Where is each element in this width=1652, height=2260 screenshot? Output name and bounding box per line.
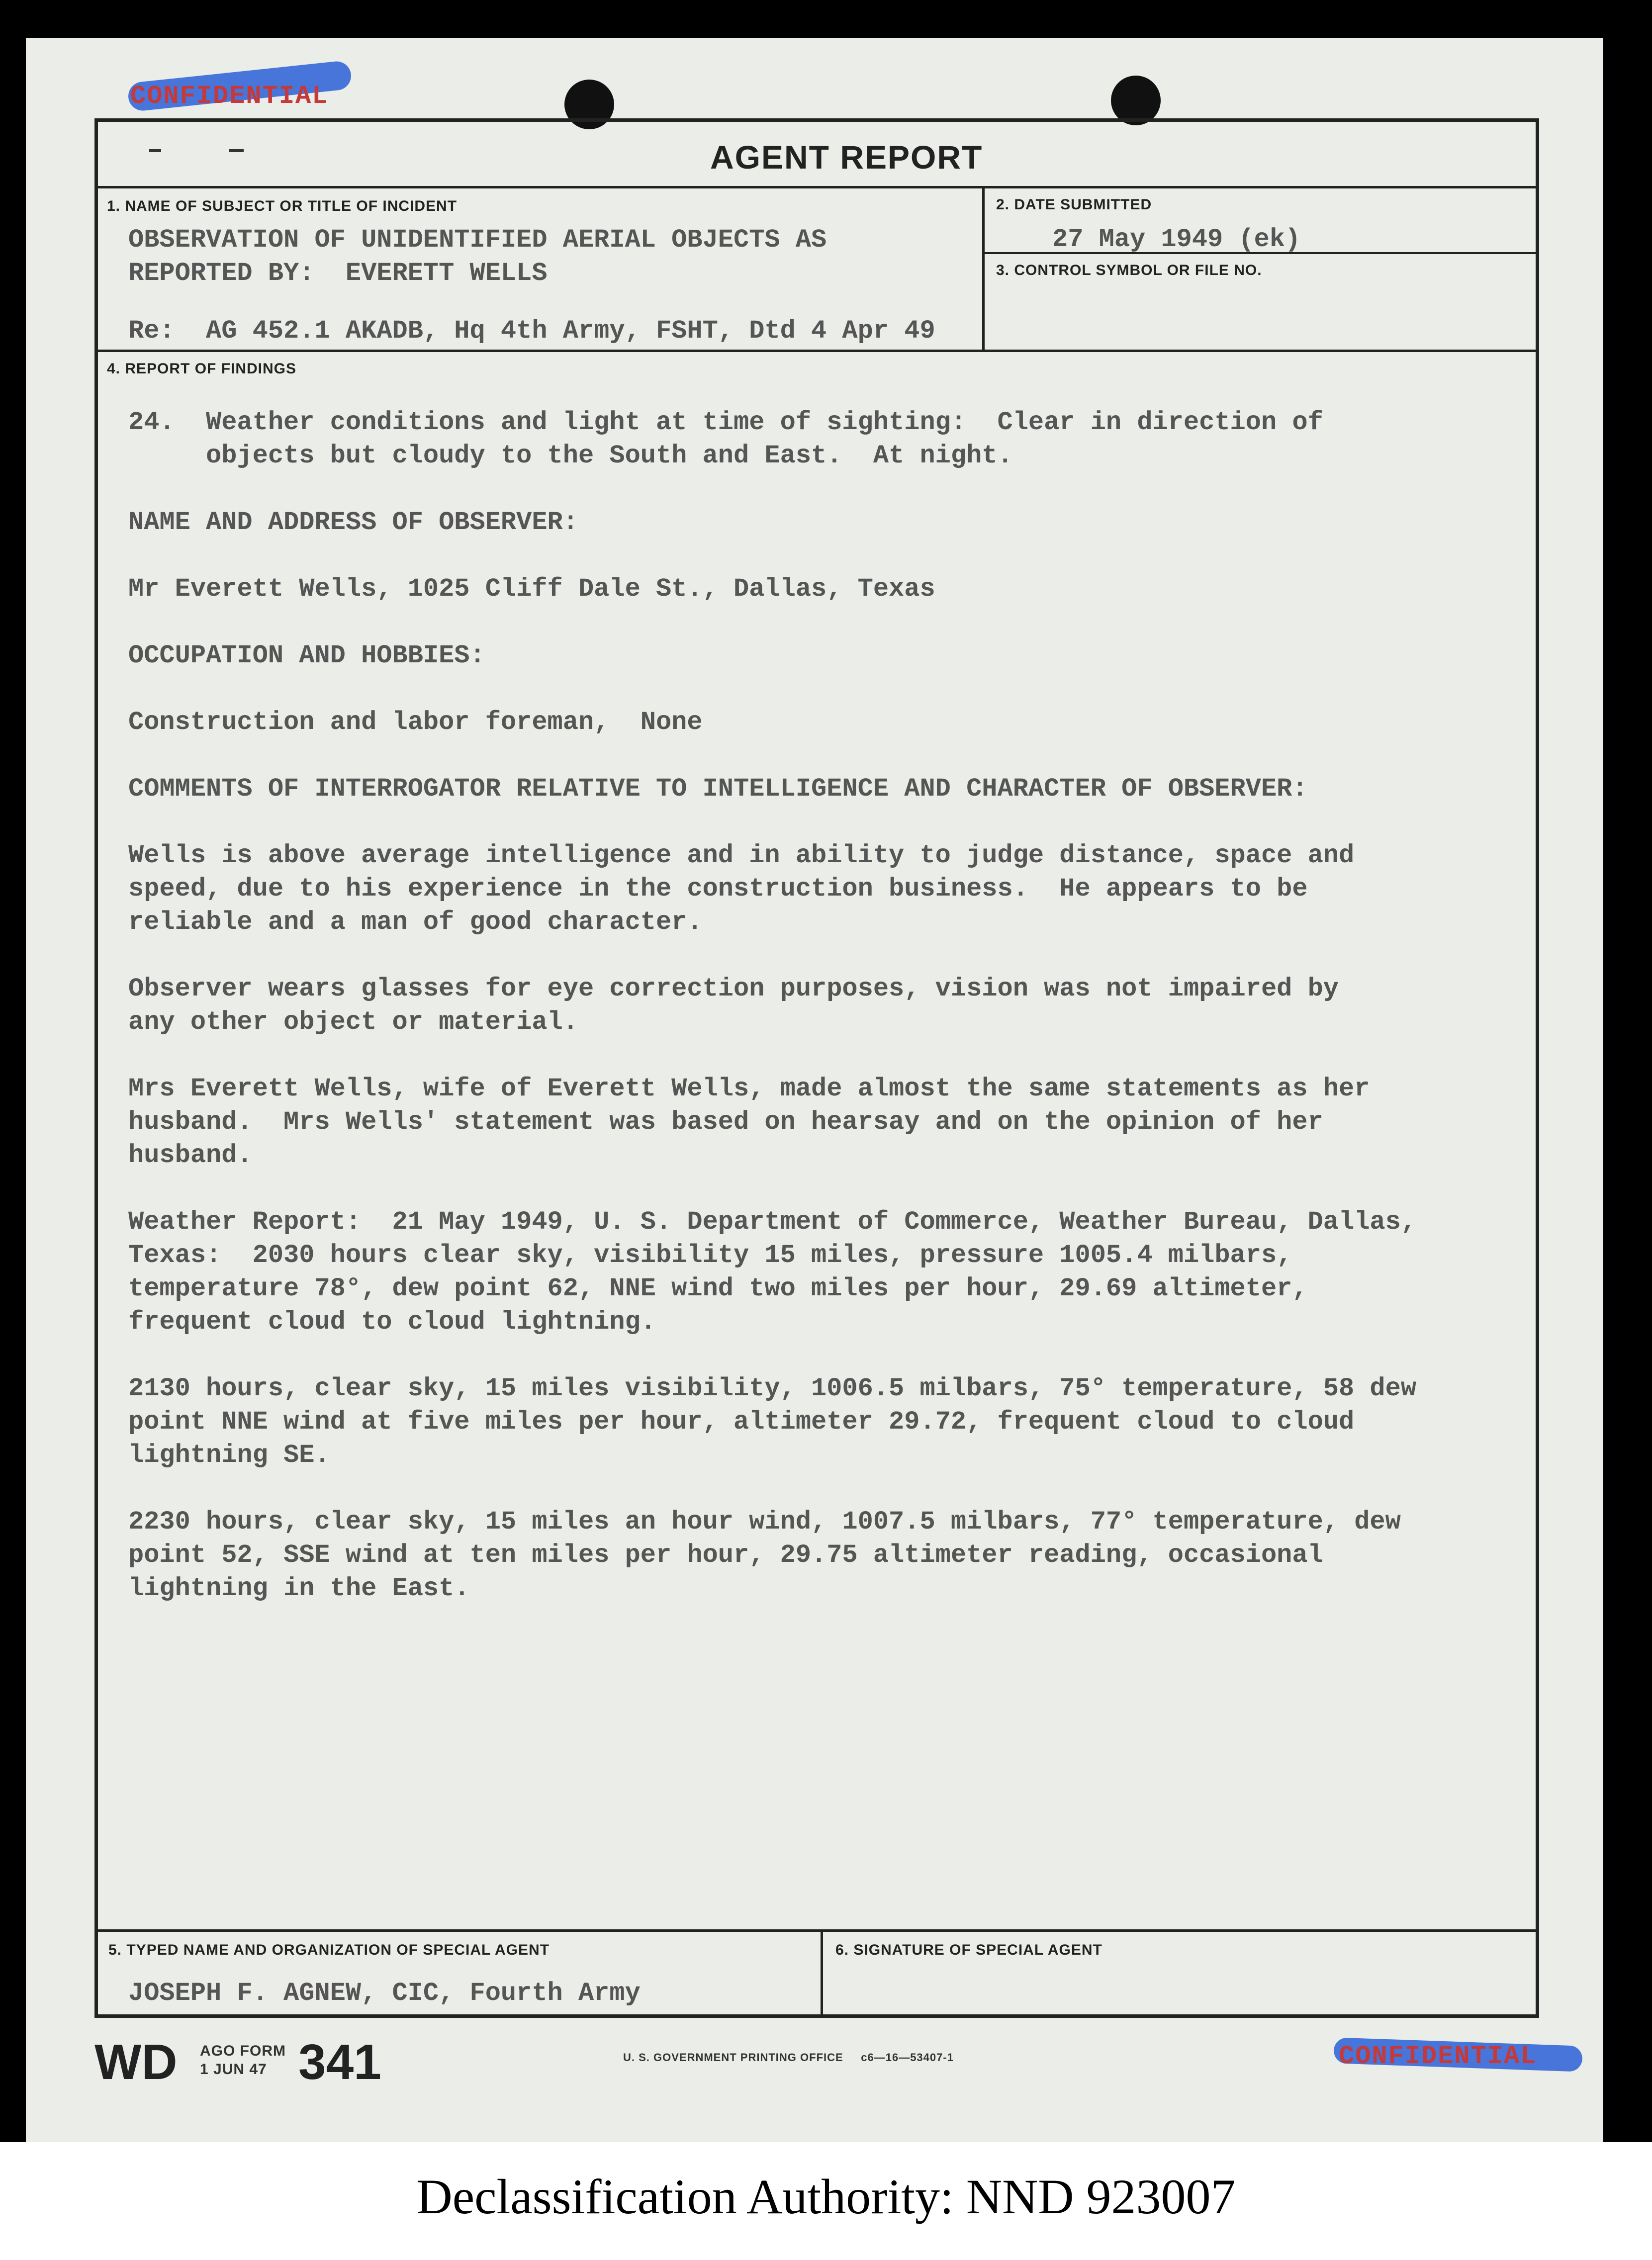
punch-hole-right bbox=[1111, 76, 1161, 125]
findings-line: speed, due to his experience in the construction business. He appears to be bbox=[128, 874, 1308, 904]
findings-line: Texas: 2030 hours clear sky, visibility 15 miles, pressure 1005.4 milbars, bbox=[128, 1241, 1292, 1270]
findings-line: any other object or material. bbox=[128, 1007, 578, 1037]
agent-name-label: 5. TYPED NAME AND ORGANIZATION OF SPECIAL AGENT bbox=[108, 1942, 550, 1958]
date-label: 2. DATE SUBMITTED bbox=[996, 196, 1152, 213]
agent-name-value: JOSEPH F. AGNEW, CIC, Fourth Army bbox=[128, 1979, 641, 2008]
findings-line: Mrs Everett Wells, wife of Everett Wells, made almost the same statements as her bbox=[128, 1074, 1370, 1103]
confidential-stamp-top: CONFIDENTIAL bbox=[130, 82, 329, 111]
subject-line: OBSERVATION OF UNIDENTIFIED AERIAL OBJECTS AS bbox=[128, 225, 827, 255]
form-frame bbox=[94, 118, 1539, 2018]
findings-line: husband. bbox=[128, 1141, 253, 1170]
findings-line: 24. Weather conditions and light at time of sighting: Clear in direction of bbox=[128, 408, 1323, 437]
findings-line: COMMENTS OF INTERROGATOR RELATIVE TO INTELLIGENCE AND CHARACTER OF OBSERVER: bbox=[128, 774, 1308, 804]
subject-reference: Re: AG 452.1 AKADB, Hq 4th Army, FSHT, Dtd 4 Apr 49 bbox=[128, 316, 935, 346]
form-number: 341 bbox=[298, 2034, 381, 2090]
form-title: AGENT REPORT bbox=[710, 139, 983, 176]
findings-line: temperature 78°, dew point 62, NNE wind two miles per hour, 29.69 altimeter, bbox=[128, 1274, 1308, 1303]
tick-mark bbox=[149, 149, 161, 152]
findings-line: Wells is above average intelligence and in ability to judge distance, space and bbox=[128, 841, 1355, 870]
findings-line: reliable and a man of good character. bbox=[128, 907, 703, 937]
findings-line: Weather Report: 21 May 1949, U. S. Department of Commerce, Weather Bureau, Dallas, bbox=[128, 1207, 1417, 1237]
findings-line: point 52, SSE wind at ten miles per hour, 29.75 altimeter reading, occasional bbox=[128, 1540, 1323, 1570]
findings-line: Mr Everett Wells, 1025 Cliff Dale St., Dallas, Texas bbox=[128, 574, 935, 604]
findings-line: Observer wears glasses for eye correction purposes, vision was not impaired by bbox=[128, 974, 1339, 1003]
findings-line: point NNE wind at five miles per hour, altimeter 29.72, frequent cloud to cloud bbox=[128, 1407, 1355, 1437]
divider bbox=[94, 1929, 1539, 1932]
findings-line: Construction and labor foreman, None bbox=[128, 708, 703, 737]
divider bbox=[94, 350, 1539, 352]
form-ago-line1: AGO FORM bbox=[200, 2043, 286, 2059]
divider bbox=[821, 1929, 823, 2018]
form-id-wd: WD bbox=[94, 2034, 178, 2090]
date-value: 27 May 1949 (ek) bbox=[1052, 225, 1301, 254]
form-ago-line2: 1 JUN 47 bbox=[200, 2061, 267, 2078]
findings-line: objects but cloudy to the South and East. At night. bbox=[128, 441, 1013, 470]
findings-line: lightning in the East. bbox=[128, 1574, 470, 1603]
printing-office: U. S. GOVERNMENT PRINTING OFFICE c6—16—53407-1 bbox=[623, 2051, 954, 2064]
subject-line: REPORTED BY: EVERETT WELLS bbox=[128, 259, 548, 288]
findings-label: 4. REPORT OF FINDINGS bbox=[107, 361, 297, 377]
signature-label: 6. SIGNATURE OF SPECIAL AGENT bbox=[835, 1942, 1102, 1958]
findings-line: 2230 hours, clear sky, 15 miles an hour wind, 1007.5 milbars, 77° temperature, dew bbox=[128, 1507, 1401, 1537]
divider bbox=[94, 186, 1539, 188]
control-symbol-label: 3. CONTROL SYMBOL OR FILE NO. bbox=[996, 262, 1262, 278]
subject-label: 1. NAME OF SUBJECT OR TITLE OF INCIDENT bbox=[107, 198, 458, 214]
findings-line: OCCUPATION AND HOBBIES: bbox=[128, 641, 485, 670]
declassification-caption: Declassification Authority: NND 923007 bbox=[416, 2169, 1236, 2224]
divider bbox=[982, 186, 985, 352]
findings-line: husband. Mrs Wells' statement was based on hearsay and on the opinion of her bbox=[128, 1107, 1323, 1137]
findings-line: 2130 hours, clear sky, 15 miles visibility, 1006.5 milbars, 75° temperature, 58 dew bbox=[128, 1374, 1417, 1403]
findings-line: frequent cloud to cloud lightning. bbox=[128, 1307, 656, 1337]
findings-line: lightning SE. bbox=[128, 1441, 330, 1470]
confidential-stamp-bottom: CONFIDENTIAL bbox=[1339, 2042, 1537, 2071]
findings-line: NAME AND ADDRESS OF OBSERVER: bbox=[128, 508, 578, 537]
tick-mark bbox=[229, 149, 244, 152]
